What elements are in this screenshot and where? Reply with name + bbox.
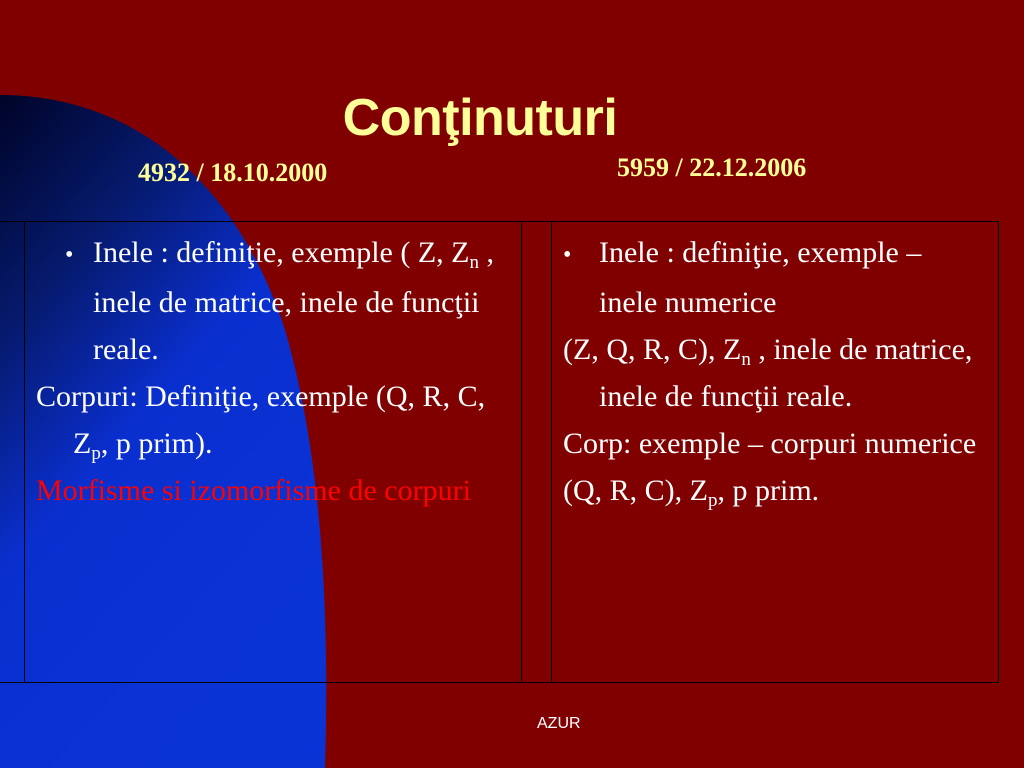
right-corp2-item	[563, 467, 995, 514]
left-inele-rest: , inele de matrice, inele de funcţii reale.	[93, 236, 495, 366]
bullet-icon: •	[65, 242, 74, 268]
right-corp-item: Corp: exemple – corpuri numerice	[563, 427, 977, 460]
left-corpuri-sub: p	[91, 443, 101, 464]
left-cell-text	[36, 229, 506, 514]
footer-label: AZUR	[537, 715, 581, 732]
right-inele-item	[563, 229, 939, 326]
bullet-icon: •	[563, 242, 572, 268]
left-inele-sub: n	[469, 252, 480, 273]
right-numere-item	[563, 326, 995, 420]
table-cell-left-narrow	[0, 221, 25, 683]
right-numere-text: (Z, Q, R, C), Z	[563, 333, 742, 366]
slide-title: Conţinuturi	[342, 89, 618, 147]
date-left: 4932 / 18.10.2000	[138, 158, 328, 187]
right-numere-sub: n	[741, 349, 751, 370]
right-cell-text	[563, 229, 995, 514]
left-corpuri-rest: , p prim).	[100, 427, 213, 460]
right-corp2-text: (Q, R, C), Z	[563, 474, 708, 507]
left-corpuri-text: Corpuri: Definiţie, exemple (Q, R, C, Z	[36, 380, 486, 460]
right-inele-text: Inele : definiţie, exemple – inele numerice	[599, 236, 922, 319]
left-corpuri-item	[36, 373, 506, 467]
right-corp2-rest: , p prim.	[717, 474, 820, 507]
left-inele-text: Inele : definiţie, exemple ( Z, Z	[93, 236, 470, 269]
right-numere-rest: , inele de matrice, inele de funcţii reale.	[599, 333, 973, 413]
left-inele-item	[36, 229, 533, 373]
left-morfisme-item: Morfisme si izomorfisme de corpuri	[36, 474, 471, 507]
right-corp2-sub: p	[708, 490, 718, 511]
date-right: 5959 / 22.12.2006	[617, 153, 807, 182]
